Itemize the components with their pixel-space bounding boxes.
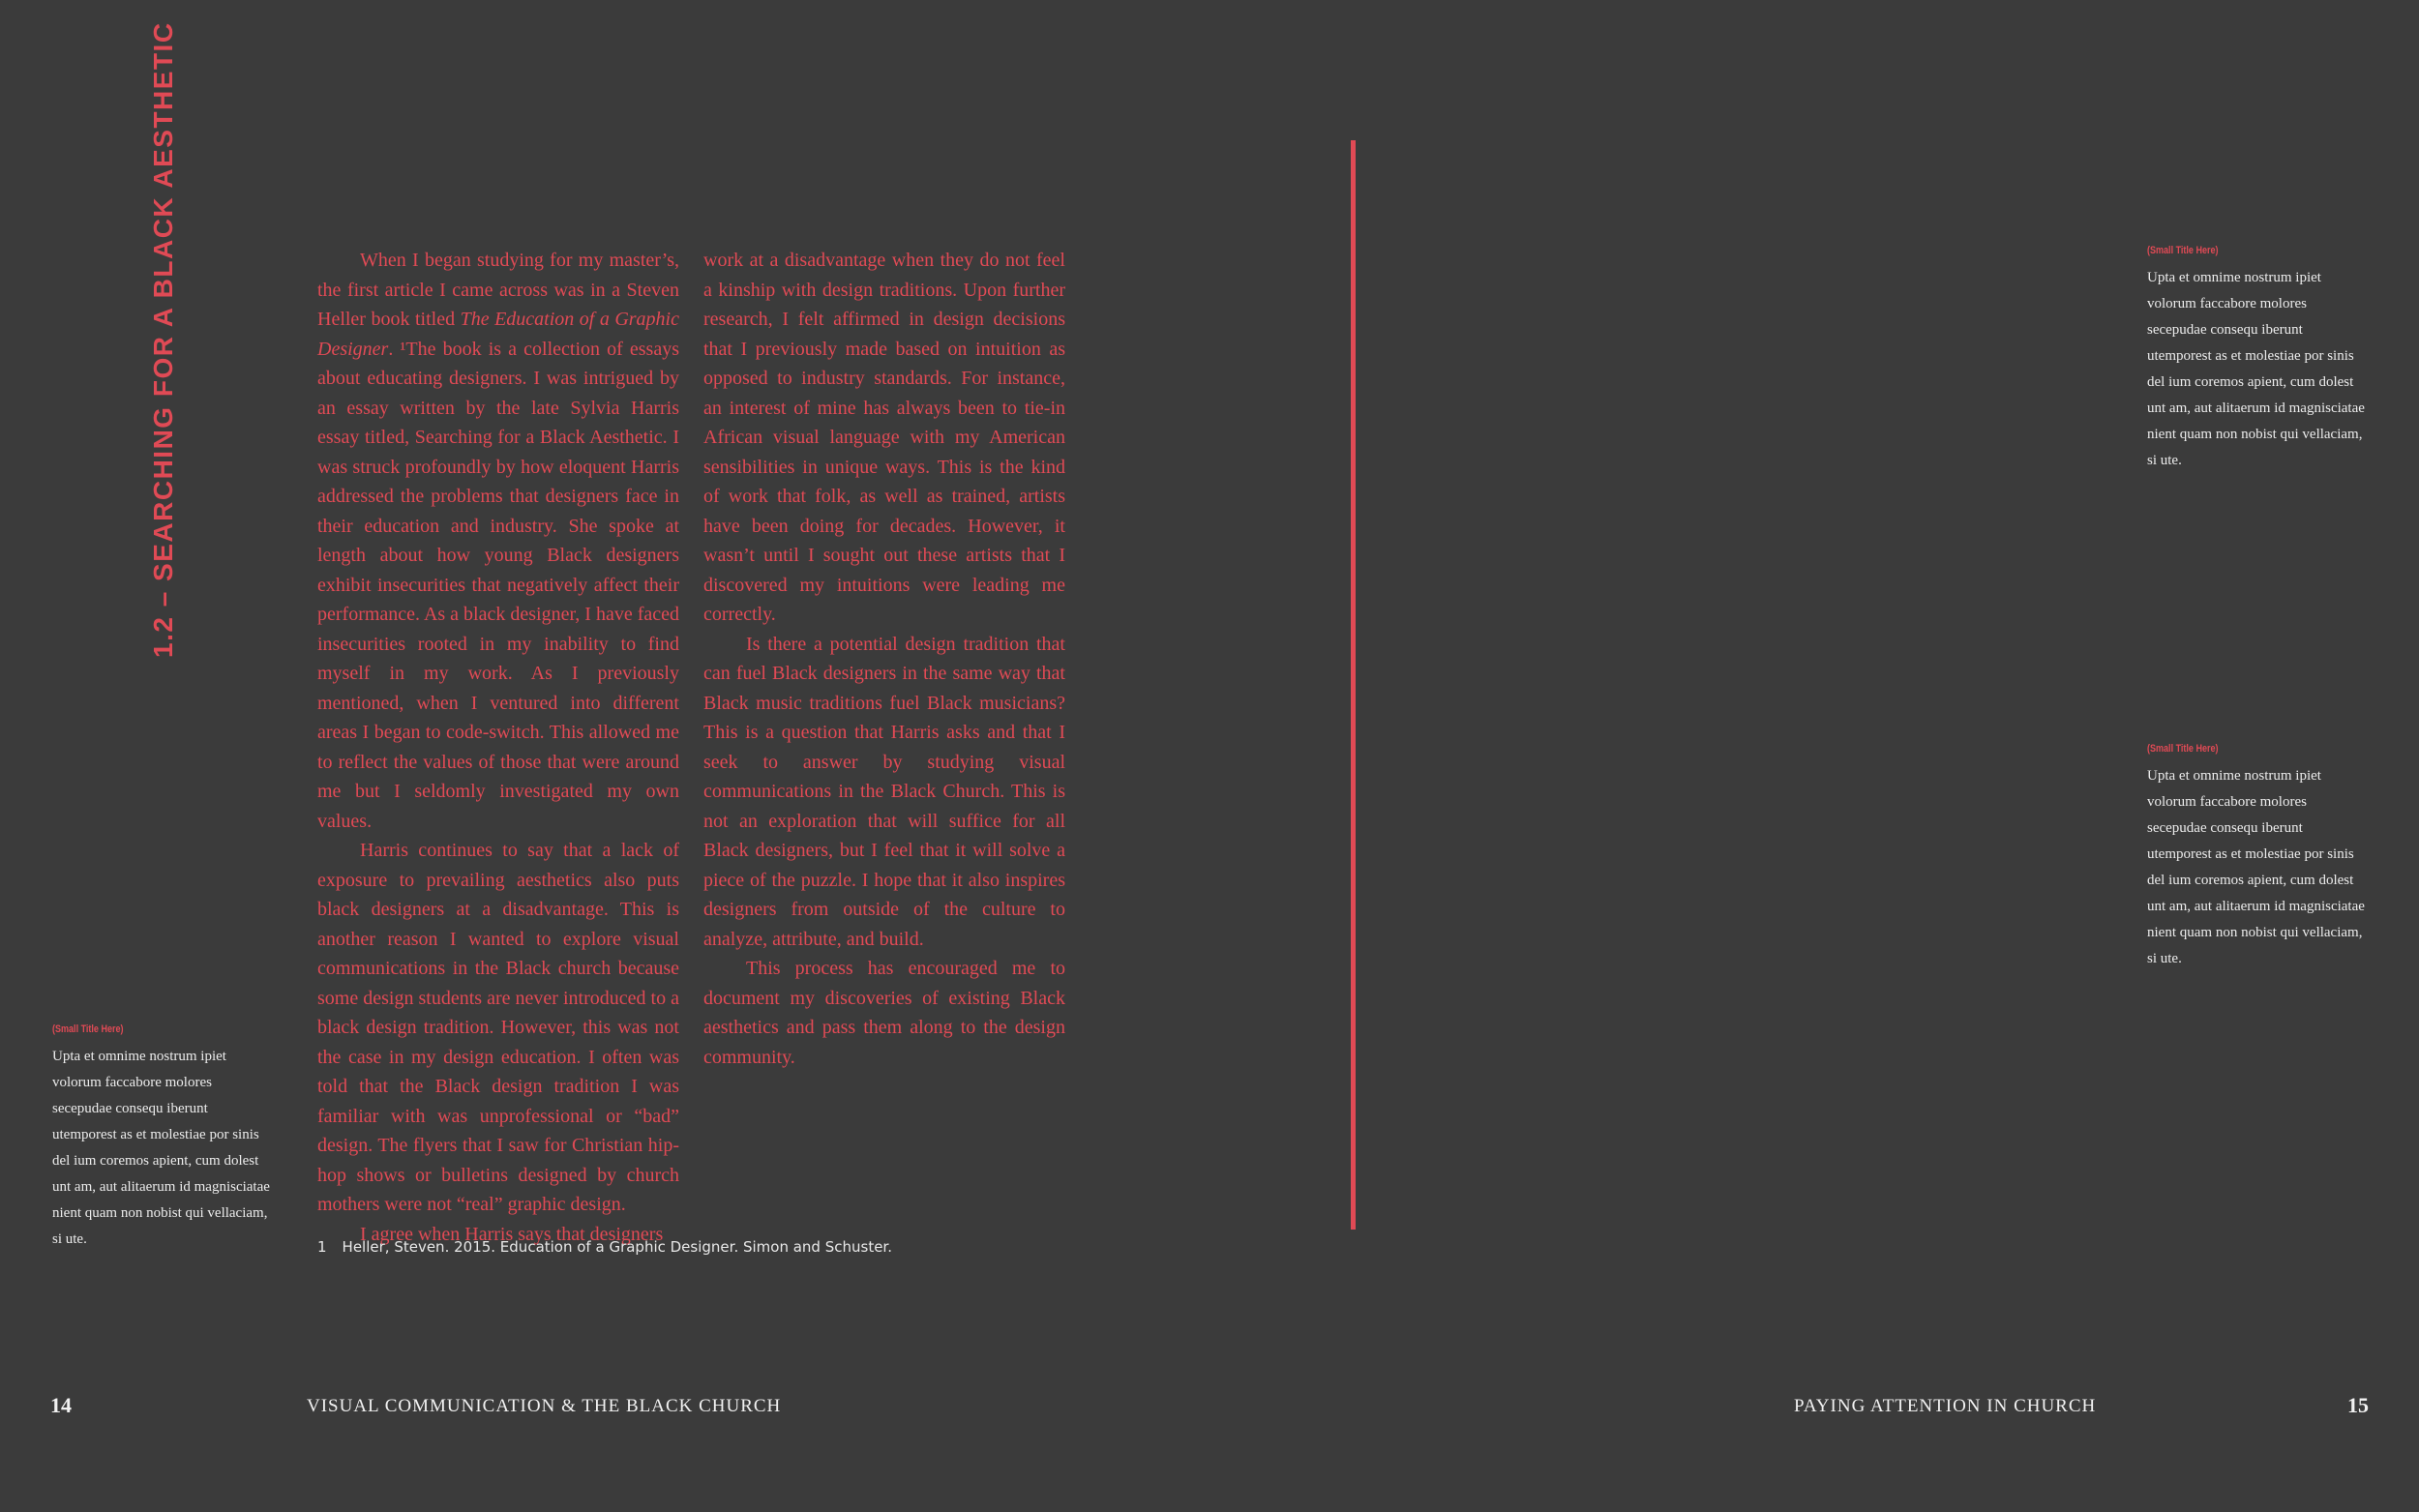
sidenote-text: Upta et omnime nostrum ipiet volorum faccabore molores secepudae consequ iberunt utemporest as et molestiae por sinis del ium coremos apient, cum dolest unt am, aut alitaerum id magnisciatae nient quam non nobist qui vellaciam, si ute. bbox=[52, 1049, 270, 1247]
paragraph: Harris continues to say that a lack of exposure to prevailing aesthetics also puts black designers at a disadvantage. This is another reason I wanted to explore visual communications in the Black church because some design students are never introduced to a black design tradition. However, this was not the case in my design education. I often was told that the Black design tradition I was familiar with was unprofessional or “bad” design. The flyers that I saw for Christian hip-hop shows or bulletins designed by church mothers were not “real” graphic design. bbox=[317, 840, 679, 1215]
sidenote-title: (Small Title Here) bbox=[2147, 245, 2219, 256]
sidenote bbox=[2147, 740, 2370, 972]
sidenote-text: Upta et omnime nostrum ipiet volorum faccabore molores secepudae consequ iberunt utemporest as et molestiae por sinis del ium coremos apient, cum dolest unt am, aut alitaerum id magnisciatae nient quam non nobist qui vellaciam, si ute. bbox=[2147, 270, 2365, 468]
paragraph: This process has encouraged me to document my discoveries of existing Black aesthetics and pass them along to the design community. bbox=[703, 958, 1065, 1068]
sidenote-title: (Small Title Here) bbox=[2147, 743, 2219, 755]
running-head: PAYING ATTENTION IN CHURCH bbox=[1794, 1396, 2097, 1416]
paragraph: work at a disadvantage when they do not feel a kinship with design traditions. Upon further research, I felt affirmed in design decisions that I previously made based on intuition as opposed to industry standards. For instance, an interest of mine has always been to tie-in African visual language with my American sensibilities in unique ways. This is the kind of work that folk, as well as trained, artists have been doing for decades. However, it wasn’t until I sought out these artists that I discovered my intuitions were leading me correctly. bbox=[703, 250, 1065, 625]
sidenote-title: (Small Title Here) bbox=[52, 1023, 124, 1035]
paragraph: When I began studying for my master’s, the first article I came across was in a Steven Heller book titled The Education of a Graphic Designer. ¹The book is a collection of essays about educating designers. I was intrigued by an essay written by the late Sylvia Harris essay titled, Searching for a Black Aesthetic. I was struck profoundly by how eloquent Harris addressed the problems that designers face in their education and industry. She spoke at length about how young Black designers exhibit insecurities that negatively affect their performance. As a black designer, I have faced insecurities rooted in my inability to find myself in my work. As I previously mentioned, when I ventured into different areas I began to code-switch. This allowed me to reflect the values of those that were around me but I seldomly investigated my own values. bbox=[317, 250, 680, 832]
sidenote-text: Upta et omnime nostrum ipiet volorum faccabore molores secepudae consequ iberunt utemporest as et molestiae por sinis del ium coremos apient, cum dolest unt am, aut alitaerum id magnisciatae nient quam non nobist qui vellaciam, si ute. bbox=[2147, 768, 2365, 966]
book-title: The Education of a Graphic Designer bbox=[317, 309, 679, 360]
paragraph: I agree when Harris says that designers bbox=[360, 1223, 664, 1245]
footnote-number: 1 bbox=[317, 1238, 327, 1256]
paragraph: Is there a potential design tradition that can fuel Black designers in the same way that Black music traditions fuel Black musicians? This is a question that Harris asks and that I seek to answer by studying visual communications in the Black Church. This is not an exploration that will suffice for all Black designers, but I feel that it will solve a piece of the puzzle. I hope that it also inspires designers from outside of the culture to analyze, attribute, and build. bbox=[703, 633, 1065, 950]
page-number: 15 bbox=[2347, 1393, 2369, 1417]
section-title: 1.2 – SEARCHING FOR A BLACK AESTHETIC bbox=[148, 21, 178, 658]
footnote-text: Heller, Steven. 2015. Education of a Graphic Designer. Simon and Schuster. bbox=[342, 1238, 892, 1256]
page-number: 14 bbox=[50, 1393, 72, 1417]
body-column-2 bbox=[703, 246, 1065, 1072]
running-head: VISUAL COMMUNICATION & THE BLACK CHURCH bbox=[307, 1396, 782, 1416]
sidenote bbox=[2147, 242, 2370, 474]
body-column-1 bbox=[317, 246, 679, 1249]
footnote bbox=[317, 1238, 892, 1256]
sidenote bbox=[52, 1021, 275, 1253]
